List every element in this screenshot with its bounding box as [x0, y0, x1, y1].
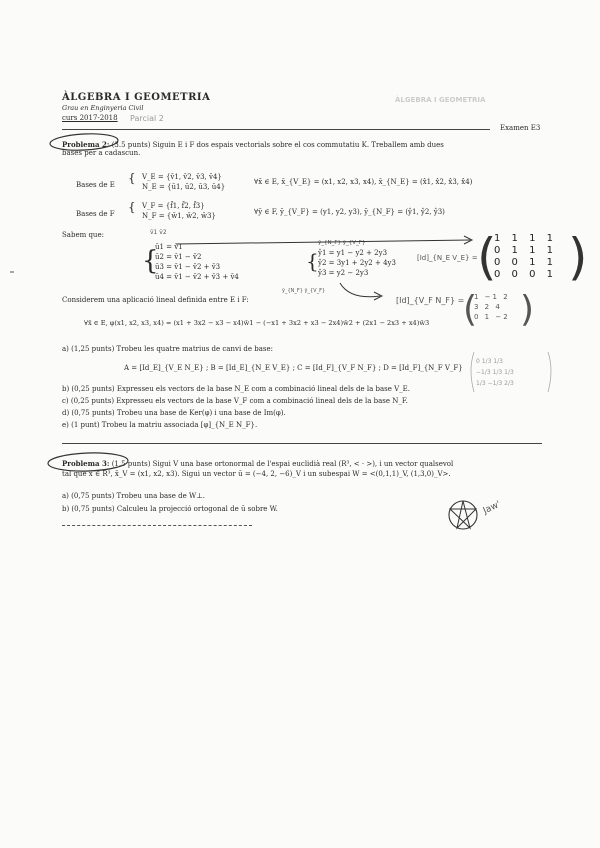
matrix2-row: 1 −1 2: [474, 293, 510, 301]
degree-subtitle: Grau en Enginyeria Civil: [62, 104, 144, 112]
exam-label: Examen E3: [500, 124, 541, 132]
relation-e-3: ū3 = v̄1 − v̄2 + v̄3: [155, 263, 221, 271]
page-title: ÀLGEBRA I GEOMETRIA: [62, 92, 211, 103]
bases-f-label: Bases de F: [76, 210, 115, 218]
bases-e-label: Bases de E: [76, 181, 115, 189]
course-year: curs 2017-2018: [62, 114, 118, 122]
brace: {: [128, 171, 136, 185]
sabem-label: Sabem que:: [62, 231, 104, 239]
matrix2-row: 0 1 −2: [474, 313, 510, 321]
pencil-partial-note: Parcial 2: [130, 114, 164, 123]
bases-f-1: V_F = {f̄1, f̄2, f̄3}: [142, 202, 205, 210]
question-b: b) (0,25 punts) Expresseu els vectors de la base N_E com a combinació lineal dels de la base V_E.: [62, 385, 410, 393]
pencil-bracket-left: [471, 352, 474, 392]
bases-f-cond: ∀ȳ ∈ F, ȳ_{V_F} = (y1, y2, y3), ȳ_{N_F} = (ŷ1, ŷ2, ŷ3): [254, 208, 445, 216]
pencil-bracket-right: [548, 352, 551, 392]
matrix2-bracket-right: ): [520, 289, 535, 330]
arrow-top: [176, 240, 470, 244]
relation-e-1: ū1 = v̄1: [155, 243, 183, 251]
problem2-intro: (3.5 punts) Siguin E i F dos espais vectorials sobre el cos commutatiu K. Treballem amb dues: [111, 141, 444, 149]
map-definition: ∀x̄ ∈ E, φ(x1, x2, x3, x4) = (x1 + 3x2 − x3 − x4)w̄1 − (−x1 + 3x2 + x3 − 2x4)w̄2 + (2x1 − 2x3 + x4)w̄3: [84, 319, 430, 327]
signature-circle: [449, 501, 477, 529]
bases-f-2: N_F = {w̄1, w̄2, w̄3}: [142, 212, 216, 220]
question-a-matrices: A = [Id_E]_{V_E N_E} ; B = [Id_E]_{N_E V_E} ; C = [Id_F]_{V_F N_F} ; D = [Id_F]_{N_F V_F}: [124, 364, 463, 372]
relation-f-2: ŷ2 = 3y1 + 2y2 + 4y3: [318, 259, 396, 267]
bases-e-2: N_E = {ū1, ū2, ū3, ū4}: [142, 183, 226, 191]
problem3-heading: Problema 3:: [62, 459, 110, 468]
question-a: a) (1,25 punts) Trobeu les quatre matrius de canvi de base:: [62, 345, 274, 353]
matrix-row: 0 0 0 1: [494, 269, 557, 280]
matrix-bracket-left: (: [477, 228, 497, 286]
matrix-bracket-right: ): [568, 228, 588, 286]
handwritten-signature-text: Jaw': [481, 499, 503, 517]
relation-f-3: ŷ3 = y2 − 2y3: [318, 269, 369, 277]
problem2-intro2: bases per a cadascun.: [62, 149, 141, 157]
matrix-row: 0 0 1 1: [494, 257, 557, 268]
handwritten-matrix-label: [Id]_{N_E V_E} =: [417, 254, 478, 262]
circle-problem3: [48, 452, 129, 473]
relation-e-4: ū4 = v̄1 − v̄2 + v̄3 + v̄4: [155, 273, 239, 281]
question-d: d) (0,75 punts) Trobeu una base de Ker(φ) i una base de Im(φ).: [62, 409, 286, 417]
bases-e-cond: ∀x̄ ∈ E, x̄_{V_E} = (x1, x2, x3, x4), x̄_{N_E} = (x̂1, x̂2, x̂3, x̂4): [254, 178, 473, 186]
pencil-row: −1/3 1/3 1/3: [476, 369, 514, 376]
brace: {: [142, 246, 159, 276]
problem3-text1: (1,5 punts) Sigui V una base ortonormal de l'espai euclidià real (R³, < · >), i un vector qualsevol: [111, 460, 454, 468]
matrix-row: 1 1 1 1: [494, 233, 557, 244]
bases-e-1: V_E = {v̄1, v̄2, v̄3, v̄4}: [142, 173, 222, 181]
handwritten-scribble: ȳ_{N_F} ȳ_{V_F}: [282, 288, 326, 294]
matrix-row: 0 1 1 1: [494, 245, 557, 256]
brace: {: [128, 200, 136, 214]
relation-f-1: ŷ1 = y1 − y2 + 2y3: [318, 249, 388, 257]
relation-e-2: ū2 = v̄1 − v̄2: [155, 253, 202, 261]
question-c: c) (0,25 punts) Expresseu els vectors de la base V_F com a combinació lineal dels de la base N_F.: [62, 397, 408, 405]
circle-problem2: [50, 132, 119, 152]
handwritten-matrix2-label: [Id]_{V_F N_F} =: [396, 296, 465, 305]
problem2-heading: Problema 2:: [62, 140, 110, 149]
bleed-through-text: ÀLGEBRA I GEOMETRIA: [395, 96, 486, 104]
problem3-question-b: b) (0,75 punts) Calculeu la projecció ortogonal de ū sobre W.: [62, 505, 278, 513]
problem3-text2: tal que x̄ ∈ R³, x̄_V = (x1, x2, x3). Sigui un vector ū = (−4, 2, −6)_V i un subespai W = <(0,1,1)_V, (1,3,0)_V>.: [62, 470, 451, 478]
handwritten-annotation-top: v̄1 v̄2: [150, 229, 167, 236]
question-e: e) (1 punt) Trobeu la matriu associada [φ]_{N_E N_F}.: [62, 421, 258, 429]
pencil-row: 1/3 −1/3 2/3: [476, 380, 514, 387]
pencil-row: 0 1/3 1/3: [476, 358, 503, 365]
handwritten-annotation-small: ȳ_{N_F} ȳ_{V_F}: [318, 240, 366, 246]
consider-text: Considerem una aplicació lineal definida entre E i F:: [62, 296, 249, 304]
brace: {: [306, 249, 319, 273]
matrix2-bracket-left: (: [463, 289, 478, 330]
matrix2-row: 3 2 4: [474, 303, 502, 311]
arrow-lower: [340, 283, 380, 297]
problem3-question-a: a) (0,75 punts) Trobeu una base de W⊥.: [62, 492, 205, 500]
